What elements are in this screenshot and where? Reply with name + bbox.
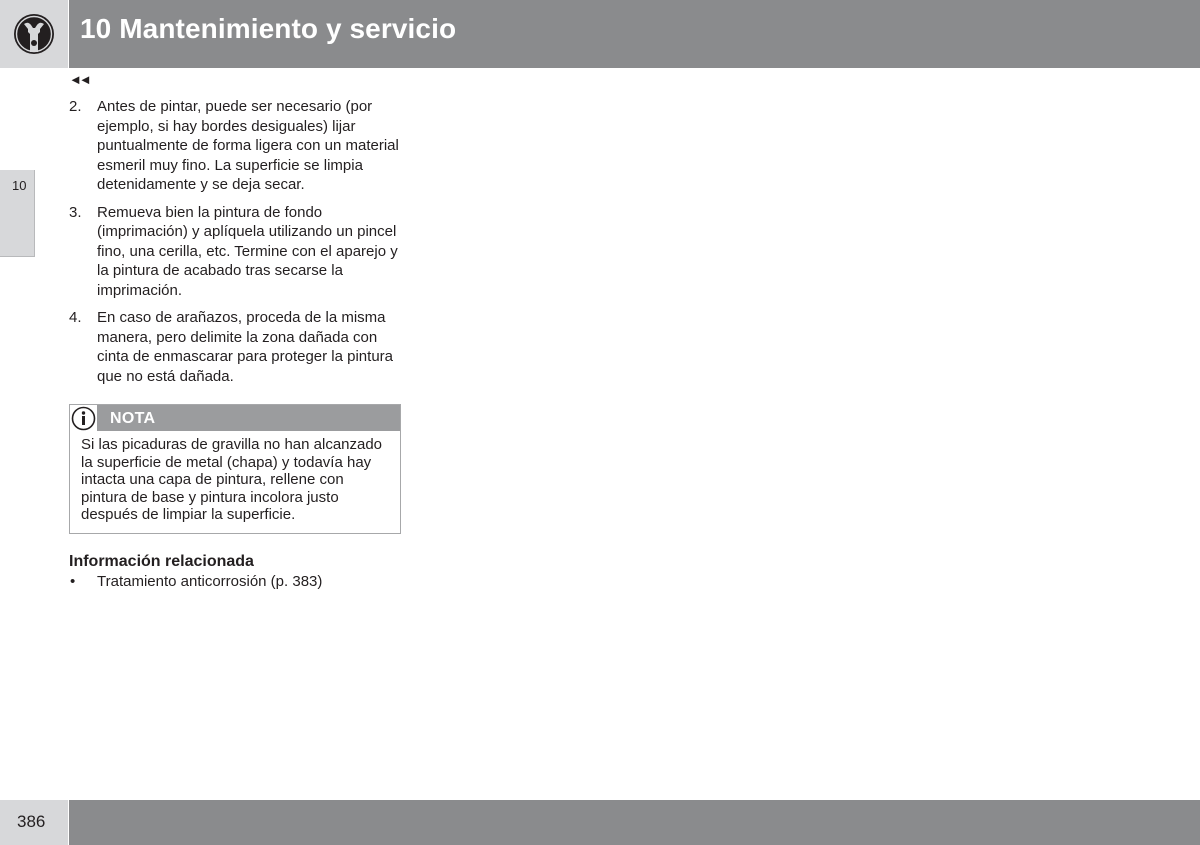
steps-list: [69, 97, 403, 386]
related-link-item[interactable]: [69, 572, 403, 592]
step-text: En caso de arañazos, proceda de la misma manera, pero delimite la zona dañada con cinta de enmascarar para proteger la pintura que no está dañada.: [97, 309, 394, 385]
note-box: [69, 404, 401, 534]
chapter-icon-box: [0, 0, 68, 68]
note-title: NOTA: [110, 410, 156, 427]
note-body: Si las picaduras de gravilla no han alcanzado la superficie de metal (chapa) y todavía hay intacta una capa de pintura, rellene con pintura de base y pintura incolora justo después de limpiar la superficie.: [81, 436, 383, 523]
step-item: [69, 97, 403, 195]
step-item: [69, 203, 403, 301]
page-number: 386: [17, 812, 46, 831]
related-info-list: [69, 572, 403, 592]
related-info-heading: Información relacionada: [69, 552, 254, 570]
related-link-text[interactable]: Tratamiento anticorrosión (p. 383): [97, 572, 323, 590]
step-number: 4.: [69, 309, 82, 326]
step-number: 3.: [69, 203, 82, 221]
chapter-title: 10 Mantenimiento y servicio: [80, 13, 457, 44]
bullet-icon: •: [70, 572, 76, 590]
wrench-service-icon: [12, 12, 56, 56]
step-item: [69, 308, 403, 386]
continued-marker-icon: ◄◄: [69, 72, 89, 87]
step-text: Antes de pintar, puede ser necesario (por ejemplo, si hay bordes desiguales) lijar puntualmente de forma ligera con un material esmeril muy fino. La superficie se limpia detenidamente y se deja secar.: [97, 98, 399, 193]
note-header: [70, 405, 400, 431]
chapter-tab-label: 10: [12, 178, 27, 193]
footer-bar: [69, 800, 1200, 845]
info-icon: [70, 405, 97, 432]
chapter-side-tab[interactable]: [0, 170, 35, 257]
step-text: Remueva bien la pintura de fondo (imprimación) y aplíquela utilizando un pincel fino, una cerilla, etc. Termine con el aparejo y la pintura de acabado tras secarse la imprimación.: [97, 203, 398, 299]
step-number: 2.: [69, 98, 82, 115]
page-number-box: [0, 800, 68, 845]
main-content: [69, 97, 403, 591]
